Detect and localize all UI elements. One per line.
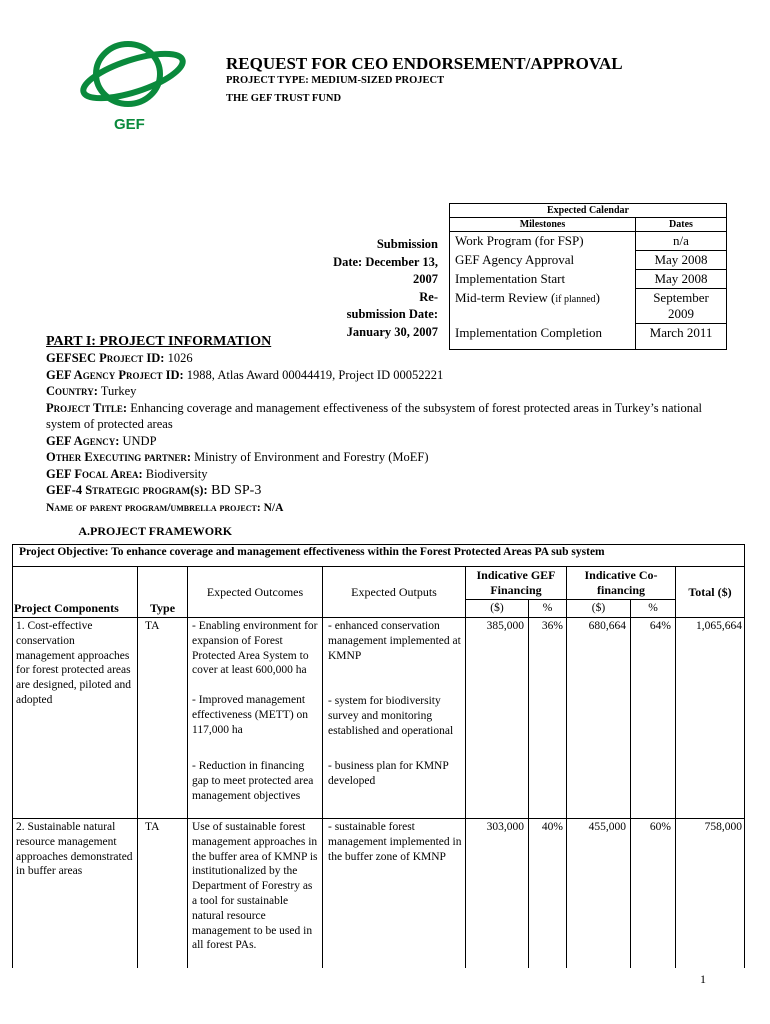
milestone: Implementation Completion [450, 324, 636, 350]
page-title: REQUEST FOR CEO ENDORSEMENT/APPROVAL [226, 54, 623, 73]
table-row-gef-pct: 40% [541, 821, 563, 833]
page-number: 1 [700, 972, 706, 986]
project-objective: Project Objective: To enhance coverage and management effectiveness within the Forest Protected Areas PA sub system [12, 544, 745, 567]
table-row-component: 1. Cost-effective conservation management approaches for forest protected areas are designed, piloted and adopted [16, 620, 131, 706]
table-row-gef-usd: 385,000 [486, 620, 524, 632]
table-row-outcome: Use of sustainable forest management approaches in the buffer area of KMNP is institutionalized by the Department of Forestry as a tool for sustainable natural resource management to be used in all forest PAs. [192, 821, 318, 952]
header-cof-usd: ($) [591, 602, 606, 614]
milestone-date: September 2009 [636, 289, 727, 324]
table-row-gef-pct: 36% [541, 620, 563, 632]
section-a-heading: A.PROJECT FRAMEWORK [78, 524, 233, 538]
submission-date: Submission Date: December 13, 2007 Re- submission Date: January 30, 2007 [333, 237, 438, 339]
logo-text: GEF [114, 116, 145, 133]
table-row-outcome: - Reduction in financing gap to meet protected area management objectives [192, 760, 314, 802]
header-gef-usd: ($) [490, 602, 504, 614]
calendar-title: Expected Calendar [450, 204, 727, 218]
project-type: PROJECT TYPE: MEDIUM-SIZED PROJECT [226, 75, 445, 86]
header-total: Total ($) [688, 585, 732, 599]
milestone-date: May 2008 [636, 270, 727, 289]
header-gef: Indicative GEF Financing [476, 568, 556, 597]
expected-calendar [449, 203, 727, 350]
table-row-cof-usd: 680,664 [588, 620, 626, 632]
milestone-date: n/a [636, 232, 727, 251]
table-row-output: - system for biodiversity survey and monitoring established and operational [328, 695, 454, 737]
milestone-date: May 2008 [636, 251, 727, 270]
header-outcomes: Expected Outcomes [206, 585, 304, 599]
milestone: GEF Agency Approval [450, 251, 636, 270]
table-row-outcome: - Improved management effectiveness (METT) on 117,000 ha [192, 694, 309, 736]
header-cof-pct: % [648, 602, 658, 614]
trust-fund: THE GEF TRUST FUND [226, 93, 342, 104]
milestone: Implementation Start [450, 270, 636, 289]
table-row-output: - sustainable forest management implemented in the buffer zone of KMNP [328, 821, 462, 863]
table-row-total: 758,000 [704, 821, 742, 833]
table-row-gef-usd: 303,000 [486, 821, 524, 833]
table-row-outcome: - Enabling environment for expansion of Forest Protected Area System to cover at least 600,000 ha [192, 620, 318, 677]
gef-logo [78, 36, 188, 136]
table-row-cof-pct: 64% [649, 620, 671, 632]
part1-heading: PART I: PROJECT INFORMATION [46, 334, 272, 349]
table-row-type: TA [145, 620, 160, 632]
table-row-output: - business plan for KMNP developed [328, 760, 449, 787]
table-row-component: 2. Sustainable natural resource management approaches demonstrated in buffer areas [16, 821, 133, 878]
table-row-cof-usd: 455,000 [588, 821, 626, 833]
table-row-type: TA [145, 821, 160, 833]
header-components: Project Components [14, 601, 119, 615]
header-gef-pct: % [542, 602, 553, 614]
table-row-cof-pct: 60% [649, 821, 671, 833]
table-row-total: 1,065,664 [696, 620, 742, 632]
dates-header: Dates [636, 218, 727, 232]
table-row-output: - enhanced conservation management implemented at KMNP [328, 620, 461, 662]
milestones-header: Milestones [450, 218, 636, 232]
milestone-date: March 2011 [636, 324, 727, 350]
milestone: Work Program (for FSP) [450, 232, 636, 251]
header-cofinancing: Indicative Co-financing [584, 568, 658, 597]
milestone: Mid-term Review (if planned) [450, 289, 636, 324]
header-outputs: Expected Outputs [351, 585, 437, 599]
project-info: GEFSEC Project ID: 1026 GEF Agency Project ID: 1988, Atlas Award 00044419, Project ID 00052221 Country: Turkey Project Title: Enhancing coverage and management effectiveness of the subsystem of forest protected areas in Turkey’s national system of protected areas GEF Agency: UNDP Other Executing partner: Ministry of Environment and Forestry (MoEF) GEF Focal Area: Biodiversity GEF-4 Strategic program(s): BD SP-3 Name of parent program/umbrella project: N/A [46, 351, 702, 514]
header-type: Type [149, 601, 176, 615]
